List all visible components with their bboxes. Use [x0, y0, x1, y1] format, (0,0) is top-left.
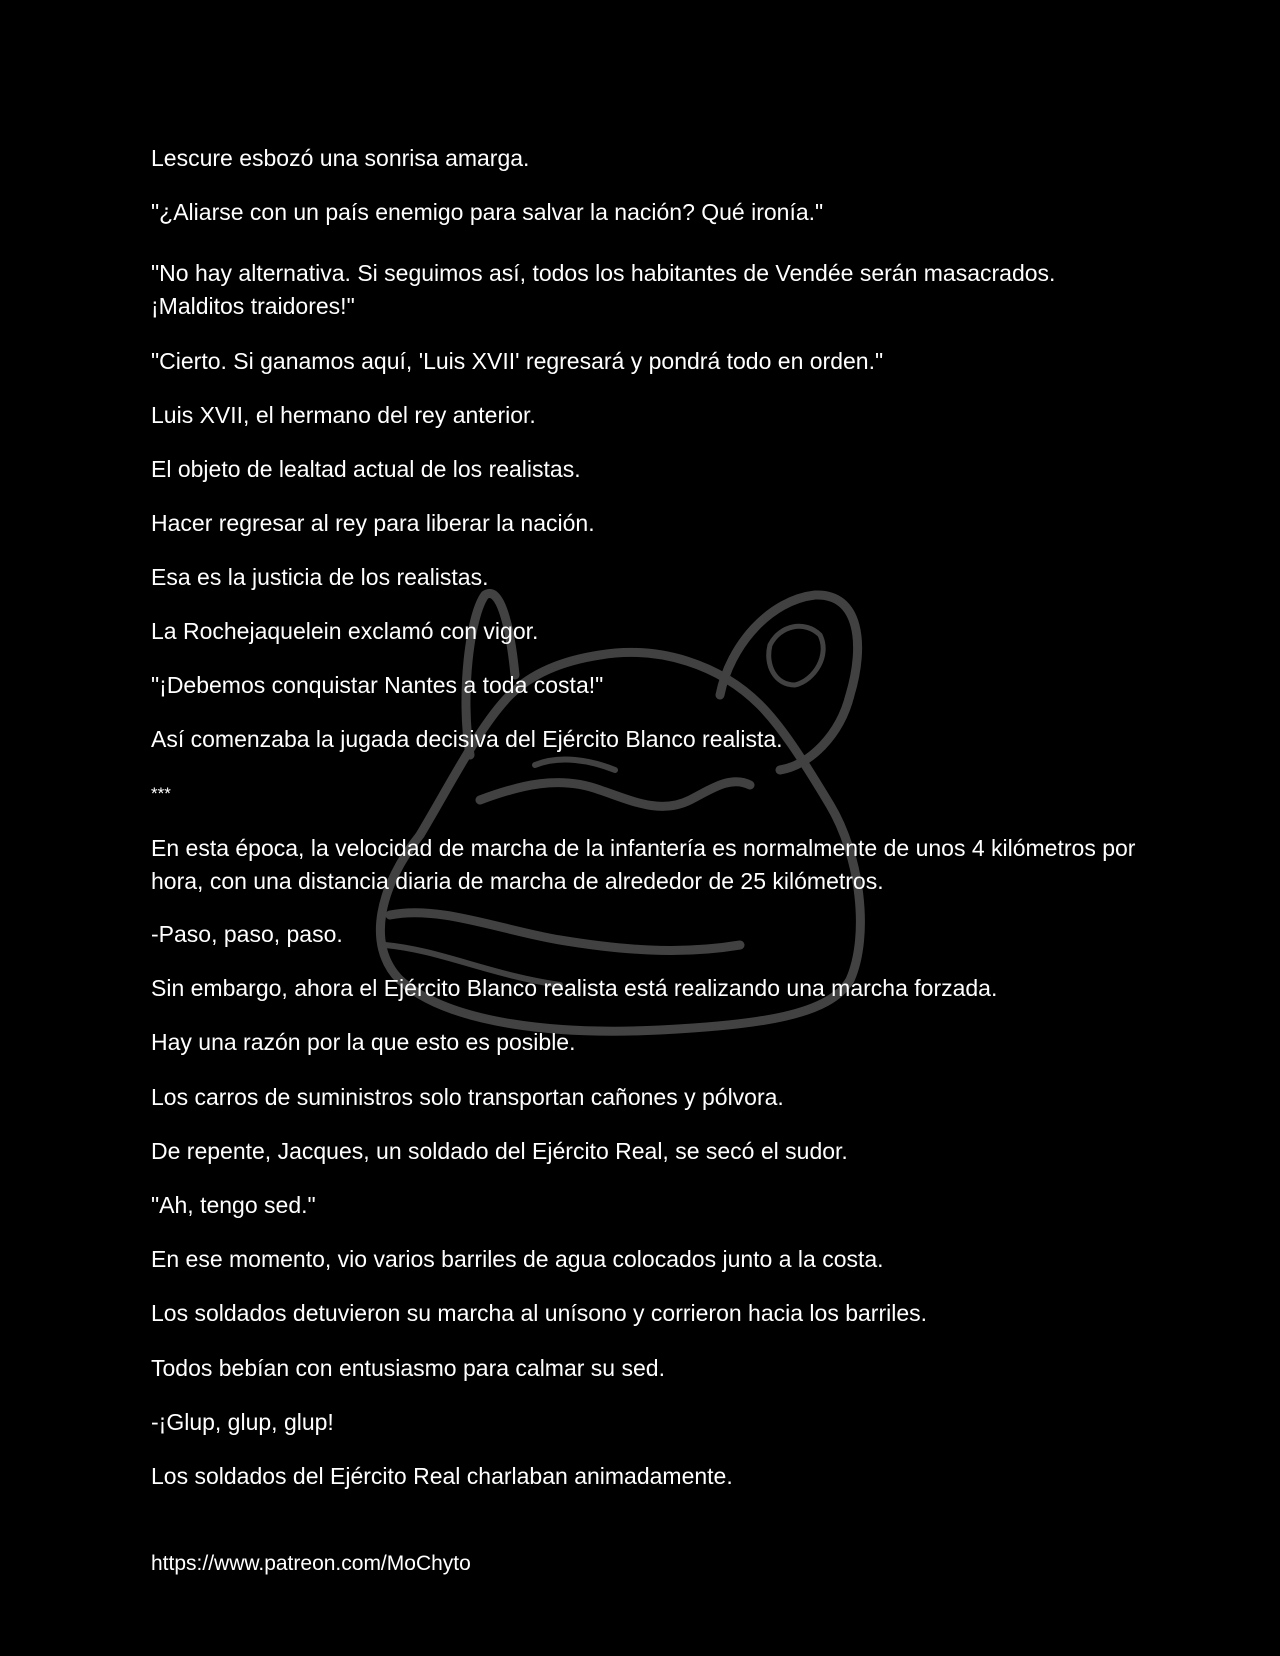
paragraph: La Rochejaquelein exclamó con vigor.: [151, 618, 539, 644]
paragraph: Sin embargo, ahora el Ejército Blanco realista está realizando una marcha forzada.: [151, 975, 998, 1001]
paragraph: En ese momento, vio varios barriles de agua colocados junto a la costa.: [151, 1246, 884, 1272]
paragraph: Así comenzaba la jugada decisiva del Ejército Blanco realista.: [151, 726, 783, 752]
paragraph: De repente, Jacques, un soldado del Ejército Real, se secó el sudor.: [151, 1138, 848, 1164]
paragraph: "Cierto. Si ganamos aquí, 'Luis XVII' regresará y pondrá todo en orden.": [151, 348, 884, 374]
paragraph: Hay una razón por la que esto es posible.: [151, 1029, 576, 1055]
paragraph: Lescure esbozó una sonrisa amarga.: [151, 145, 530, 171]
patreon-link[interactable]: https://www.patreon.com/MoChyto: [151, 1552, 471, 1575]
paragraph: -Paso, paso, paso.: [151, 921, 343, 947]
paragraph: Todos bebían con entusiasmo para calmar su sed.: [151, 1355, 665, 1381]
paragraph: Los carros de suministros solo transportan cañones y pólvora.: [151, 1084, 784, 1110]
paragraph: Luis XVII, el hermano del rey anterior.: [151, 402, 536, 428]
paragraph: "¡Debemos conquistar Nantes a toda costa!": [151, 672, 604, 698]
paragraph: -¡Glup, glup, glup!: [151, 1409, 334, 1435]
paragraph: Hacer regresar al rey para liberar la nación.: [151, 510, 595, 536]
section-divider: ***: [151, 784, 171, 803]
paragraph: Los soldados detuvieron su marcha al unísono y corrieron hacia los barriles.: [151, 1300, 928, 1326]
paragraph: En esta época, la velocidad de marcha de la infantería es normalmente de unos 4 kilómetros por hora, con una distancia diaria de marcha de alrededor de 25 kilómetros.: [151, 835, 1136, 894]
paragraph: "Ah, tengo sed.": [151, 1192, 316, 1218]
paragraph: Los soldados del Ejército Real charlaban animadamente.: [151, 1463, 733, 1489]
paragraph: Esa es la justicia de los realistas.: [151, 564, 489, 590]
paragraph: "No hay alternativa. Si seguimos así, todos los habitantes de Vendée serán masacrados. ¡Malditos traidores!": [151, 260, 1056, 319]
paragraph: El objeto de lealtad actual de los realistas.: [151, 456, 581, 482]
paragraph: "¿Aliarse con un país enemigo para salvar la nación? Qué ironía.": [151, 199, 824, 225]
